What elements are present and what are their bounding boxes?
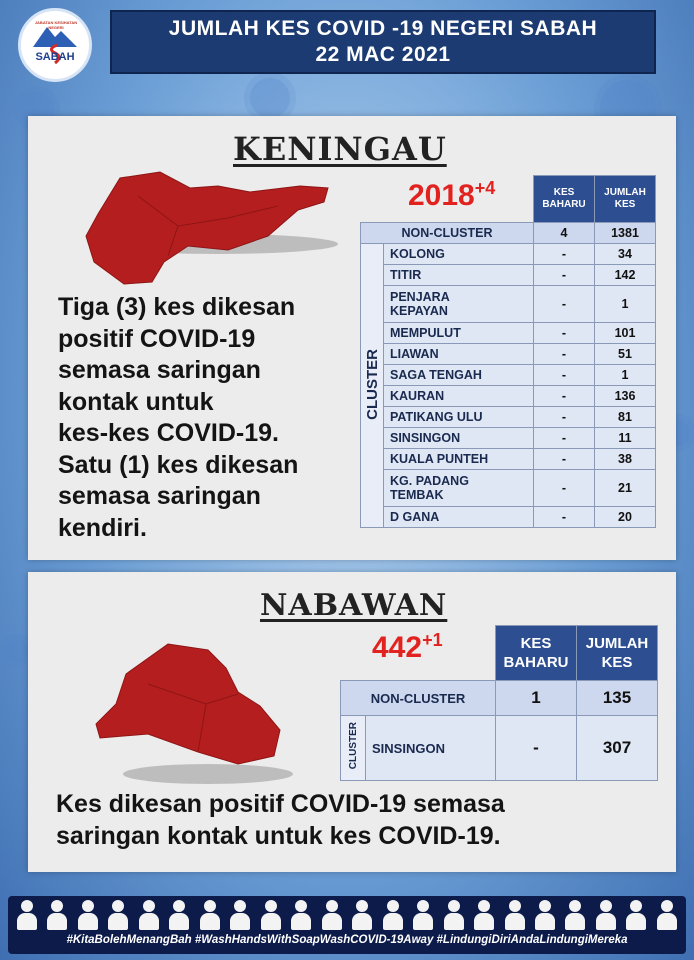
table-row: SINSINGON - 11 bbox=[361, 428, 656, 449]
footer-banner bbox=[8, 896, 686, 954]
hashtags: #KitaBolehMenangBah #WashHandsWithSoapWashCOVID-19Away #LindungiDiriAndaLindungiMereka bbox=[66, 934, 628, 946]
person-icon bbox=[504, 900, 526, 930]
table-row: KUALA PUNTEH - 38 bbox=[361, 449, 656, 470]
nabawan-table bbox=[340, 625, 658, 781]
person-icon bbox=[656, 900, 678, 930]
district-title: KENINGAU bbox=[233, 130, 447, 168]
cluster-label: CLUSTER bbox=[361, 244, 384, 528]
person-icon bbox=[138, 900, 160, 930]
person-icon bbox=[564, 900, 586, 930]
district-title: NABAWAN bbox=[260, 588, 448, 623]
person-icon bbox=[199, 900, 221, 930]
mountain-icon bbox=[21, 11, 89, 79]
table-row: D GANA - 20 bbox=[361, 507, 656, 528]
col-total-cases: JUMLAH KES bbox=[577, 626, 658, 681]
keningau-table bbox=[360, 175, 656, 528]
non-cluster-row: NON-CLUSTER 1 135 bbox=[341, 681, 658, 716]
person-icon bbox=[382, 900, 404, 930]
cluster-label: CLUSTER bbox=[341, 716, 366, 781]
person-icon bbox=[412, 900, 434, 930]
person-icon bbox=[229, 900, 251, 930]
person-icon bbox=[321, 900, 343, 930]
person-icon bbox=[473, 900, 495, 930]
logo-text: SABAH bbox=[35, 51, 75, 63]
logo-caption: JABATAN KESIHATAN NEGERI bbox=[34, 20, 78, 30]
nabawan-total: $442^{+1}$ bbox=[372, 630, 443, 664]
person-icon bbox=[77, 900, 99, 930]
table-row: TITIR - 142 bbox=[361, 265, 656, 286]
page-header bbox=[110, 10, 656, 74]
person-icon bbox=[595, 900, 617, 930]
person-icon bbox=[16, 900, 38, 930]
person-icon bbox=[168, 900, 190, 930]
person-icon bbox=[625, 900, 647, 930]
person-icon bbox=[107, 900, 129, 930]
col-new-cases: KES BAHARU bbox=[534, 176, 595, 223]
person-icon bbox=[351, 900, 373, 930]
page-title: JUMLAH KES COVID -19 NEGERI SABAH bbox=[168, 17, 598, 40]
person-icon bbox=[534, 900, 556, 930]
keningau-total: $2018^{+4}$ bbox=[408, 178, 496, 212]
col-total-cases: JUMLAH KES bbox=[595, 176, 656, 223]
non-cluster-row: NON-CLUSTER 4 1381 bbox=[361, 223, 656, 244]
keningau-description: Tiga (3) kes dikesan positif COVID-19 semasa saringan kontak untuk kes-kes COVID-19. Satu (1) kes dikesan semasa saringan kendiri. bbox=[58, 293, 299, 542]
keningau-map-icon bbox=[78, 166, 338, 296]
person-icon bbox=[260, 900, 282, 930]
virus-decoration bbox=[250, 78, 290, 118]
table-row: SAGA TENGAH - 1 bbox=[361, 365, 656, 386]
table-row: MEMPULUT - 101 bbox=[361, 323, 656, 344]
table-row: CLUSTER SINSINGON - 307 bbox=[341, 716, 658, 781]
report-date: 22 MAC 2021 bbox=[315, 43, 451, 66]
table-row: PENJARA KEPAYAN - 1 bbox=[361, 286, 656, 323]
person-icon bbox=[46, 900, 68, 930]
nabawan-description: Kes dikesan positif COVID-19 semasa saringan kontak untuk kes COVID-19. bbox=[56, 790, 505, 850]
virus-decoration bbox=[6, 640, 28, 662]
table-row: PATIKANG ULU - 81 bbox=[361, 407, 656, 428]
col-new-cases: KES BAHARU bbox=[496, 626, 577, 681]
table-row: KAURAN - 136 bbox=[361, 386, 656, 407]
sabah-logo bbox=[18, 8, 92, 82]
nabawan-map-icon bbox=[88, 634, 308, 784]
table-row: KG. PADANG TEMBAK - 21 bbox=[361, 470, 656, 507]
table-row: LIAWAN - 51 bbox=[361, 344, 656, 365]
person-icon bbox=[290, 900, 312, 930]
person-icon bbox=[443, 900, 465, 930]
table-row: CLUSTER KOLONG - 34 bbox=[361, 244, 656, 265]
frontliner-figures bbox=[16, 900, 678, 932]
